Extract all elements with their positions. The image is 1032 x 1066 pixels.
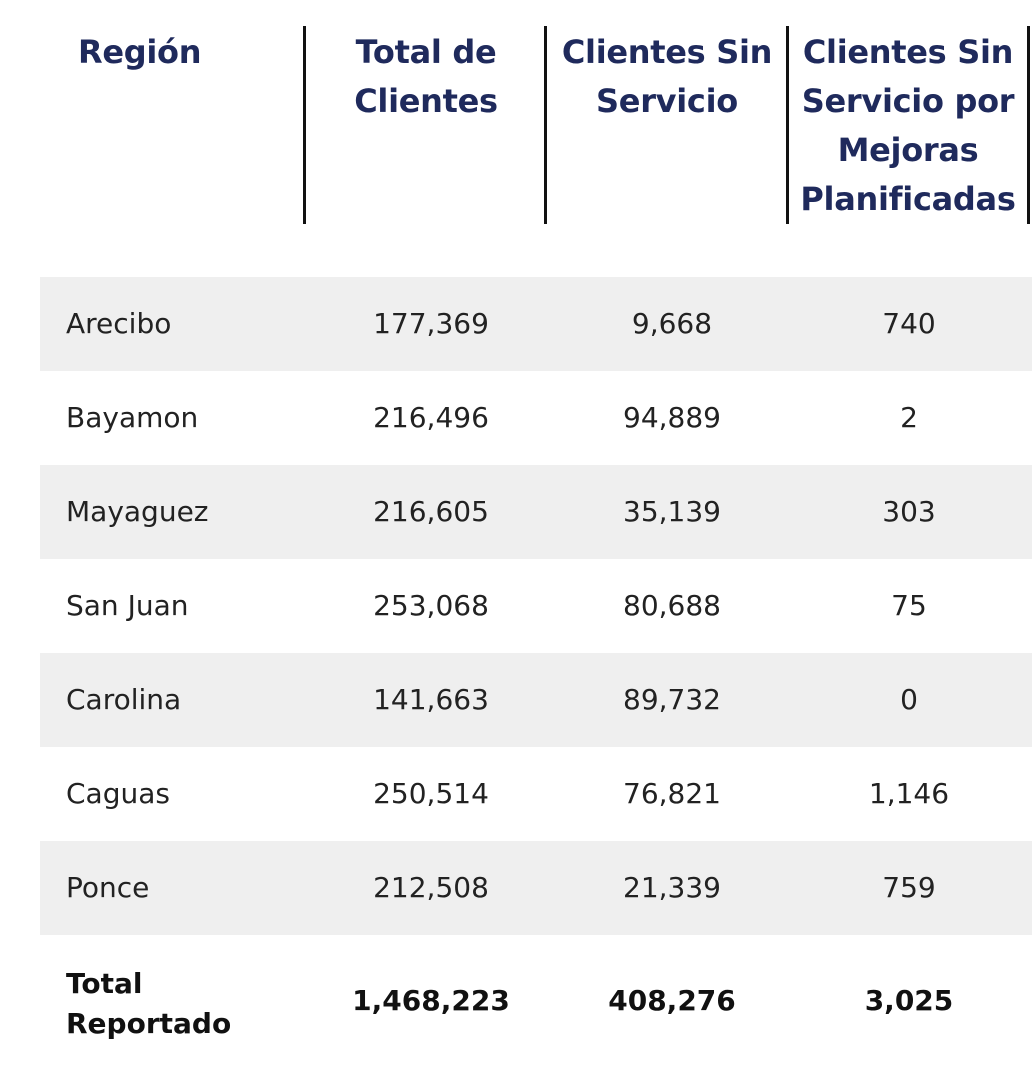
cell-total: 216,605 [373, 495, 489, 528]
total-mejoras: 3,025 [864, 984, 954, 1017]
table-row [40, 277, 1032, 371]
table-row [40, 559, 1032, 653]
header-mejoras-line-1: Clientes Sin [802, 33, 1014, 71]
cell-region: Ponce [66, 871, 150, 904]
cell-total: 250,514 [373, 777, 489, 810]
cell-sin-servicio: 9,668 [631, 307, 713, 340]
cell-region: Carolina [66, 683, 182, 716]
header-region-line: Región [78, 33, 202, 71]
header-sin-line-1: Clientes Sin [561, 33, 773, 71]
cell-sin-servicio: 94,889 [623, 401, 721, 434]
table-row [40, 371, 1032, 465]
cell-sin-servicio: 89,732 [623, 683, 721, 716]
table-row [40, 747, 1032, 841]
cell-total: 141,663 [373, 683, 489, 716]
total-sin-servicio: 408,276 [608, 984, 736, 1017]
column-divider [1027, 26, 1030, 224]
cell-region: Arecibo [66, 307, 172, 340]
total-clientes: 1,468,223 [352, 984, 510, 1017]
cell-sin-servicio: 76,821 [623, 777, 721, 810]
header-total-line-2: Clientes [354, 82, 498, 120]
header-total-line-1: Total de [355, 33, 497, 71]
table-row [40, 465, 1032, 559]
header-total-clientes [306, 28, 546, 126]
header-mejoras-line-4: Planificadas [800, 180, 1016, 218]
table-header [0, 0, 1032, 240]
cell-region: Caguas [66, 777, 170, 810]
cell-sin-servicio: 21,339 [623, 871, 721, 904]
total-row [40, 954, 1032, 1048]
cell-mejoras: 303 [882, 495, 936, 528]
cell-total: 177,369 [373, 307, 489, 340]
table-row [40, 653, 1032, 747]
header-mejoras-line-2: Servicio por [801, 82, 1015, 120]
header-sin-line-2: Servicio [596, 82, 738, 120]
total-label-line-1: Total [66, 967, 143, 1000]
cell-region: Bayamon [66, 401, 199, 434]
cell-mejoras: 75 [891, 589, 927, 622]
cell-region: San Juan [66, 589, 189, 622]
cell-mejoras: 1,146 [868, 777, 950, 810]
header-region [78, 28, 201, 77]
total-label [66, 964, 231, 1044]
total-label-line-2: Reportado [66, 1007, 232, 1040]
table-row [40, 841, 1032, 935]
cell-mejoras: 759 [882, 871, 936, 904]
cell-total: 253,068 [373, 589, 489, 622]
cell-sin-servicio: 80,688 [623, 589, 721, 622]
cell-sin-servicio: 35,139 [623, 495, 721, 528]
header-mejoras-line-3: Mejoras [837, 131, 979, 169]
cell-total: 216,496 [373, 401, 489, 434]
cell-mejoras: 0 [900, 683, 918, 716]
cell-mejoras: 2 [900, 401, 918, 434]
cell-mejoras: 740 [882, 307, 936, 340]
cell-total: 212,508 [373, 871, 489, 904]
cell-region: Mayaguez [66, 495, 209, 528]
table-body [0, 277, 1032, 935]
header-mejoras-planificadas [789, 28, 1027, 224]
header-clientes-sin-servicio [547, 28, 787, 126]
